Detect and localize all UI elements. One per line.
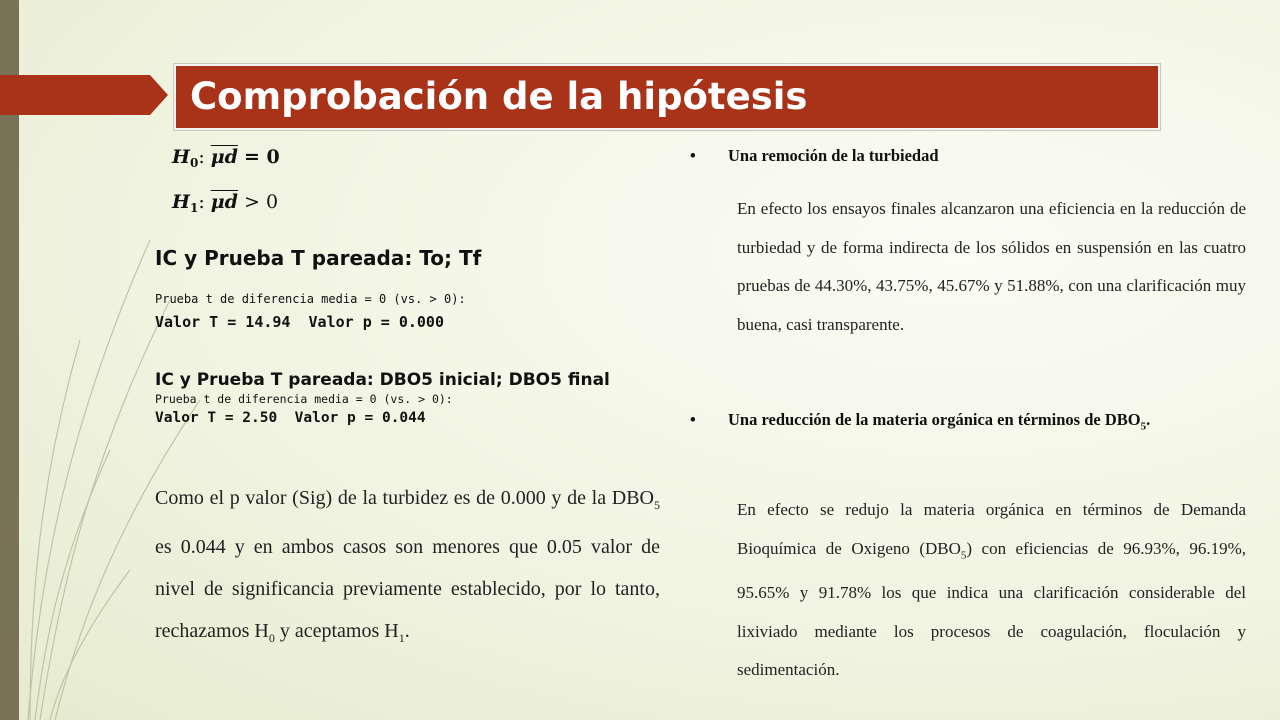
- conclusion-text-2: es 0.044 y en ambos casos son menores que 0.05 valor de nivel de significancia previamente establecido, por lo tanto, rechazamos H: [155, 536, 660, 642]
- bullet-organic-matter: [690, 401, 1246, 445]
- title-accent-arrow: [150, 75, 168, 115]
- h1-mean-difference: $\overline{\mu d}$: [210, 191, 238, 213]
- h1-subscript: 1: [189, 201, 199, 215]
- h0-subscript: 0: [189, 156, 199, 170]
- organic-text-sub: 5: [960, 548, 967, 561]
- organic-text-1: En efecto se redujo la materia orgánica en términos de Demanda Bioquímica de Oxigeno (DBO: [737, 500, 1246, 558]
- organic-matter-paragraph: [737, 491, 1246, 690]
- bullet-turbidity: [690, 137, 1246, 174]
- h1-relation: > 0: [244, 191, 279, 213]
- turbidity-paragraph: En efecto los ensayos finales alcanzaron una eficiencia en la reducción de turbiedad y de forma indirecta de los sólidos en suspensión en las cuatro pruebas de 44.30%, 43.75%, 45.67% y 51.88%, con una clarificación muy buena, casi transparente.: [737, 199, 1246, 334]
- test1-line1: Prueba t de diferencia media = 0 (vs. > 0):: [155, 292, 466, 306]
- test1-heading: IC y Prueba T pareada: To; Tf: [155, 246, 482, 270]
- page-title: Comprobación de la hipótesis: [190, 75, 808, 118]
- conclusion-paragraph: [155, 477, 660, 659]
- bullet-organic-title: [728, 401, 1246, 445]
- organic-text-2: ) con eficiencias de 96.93%, 96.19%, 95.65% y 91.78% los que indica una clarificación considerable del lixiviado mediante los procesos de coagulación, floculación y sedimentación.: [737, 538, 1247, 680]
- h0-symbol: H: [172, 146, 190, 168]
- h0-colon: :: [198, 146, 205, 168]
- conclusion-text-1: Como el p valor (Sig) de la turbidez es de 0.000 y de la DBO: [155, 487, 654, 509]
- test1-line2: Valor T = 14.94 Valor p = 0.000: [155, 313, 444, 331]
- bullet-organic-title-end: .: [1146, 410, 1151, 429]
- conclusion-text-3: y aceptamos H: [274, 620, 399, 642]
- test2-line2: Valor T = 2.50 Valor p = 0.044: [155, 410, 426, 426]
- alternative-hypothesis: [172, 191, 278, 215]
- bullet-turbidity-title: Una remoción de la turbiedad: [728, 146, 939, 165]
- h0-relation: = 0: [244, 146, 280, 168]
- bullet-icon: •: [690, 146, 696, 165]
- title-banner: [174, 64, 1160, 130]
- test2-line1: Prueba t de diferencia media = 0 (vs. > 0):: [155, 392, 453, 406]
- title-accent-bar: [0, 75, 150, 115]
- test2-heading: IC y Prueba T pareada: DBO5 inicial; DBO5 final: [155, 370, 610, 390]
- h0-mean-difference: $\overline{\mu d}$: [210, 146, 238, 168]
- bullet-organic-title-sub: 5: [1140, 420, 1147, 433]
- bullet-organic-title-text: Una reducción de la materia orgánica en términos de DBO: [728, 410, 1141, 429]
- conclusion-sub-2: 0: [268, 631, 275, 645]
- conclusion-text-4: .: [404, 620, 410, 642]
- bullet-icon: •: [690, 410, 696, 429]
- null-hypothesis: [172, 146, 280, 170]
- conclusion-sub-3: 1: [398, 631, 405, 645]
- conclusion-sub-1: 5: [654, 498, 660, 512]
- h1-colon: :: [198, 191, 205, 213]
- h1-symbol: H: [172, 191, 190, 213]
